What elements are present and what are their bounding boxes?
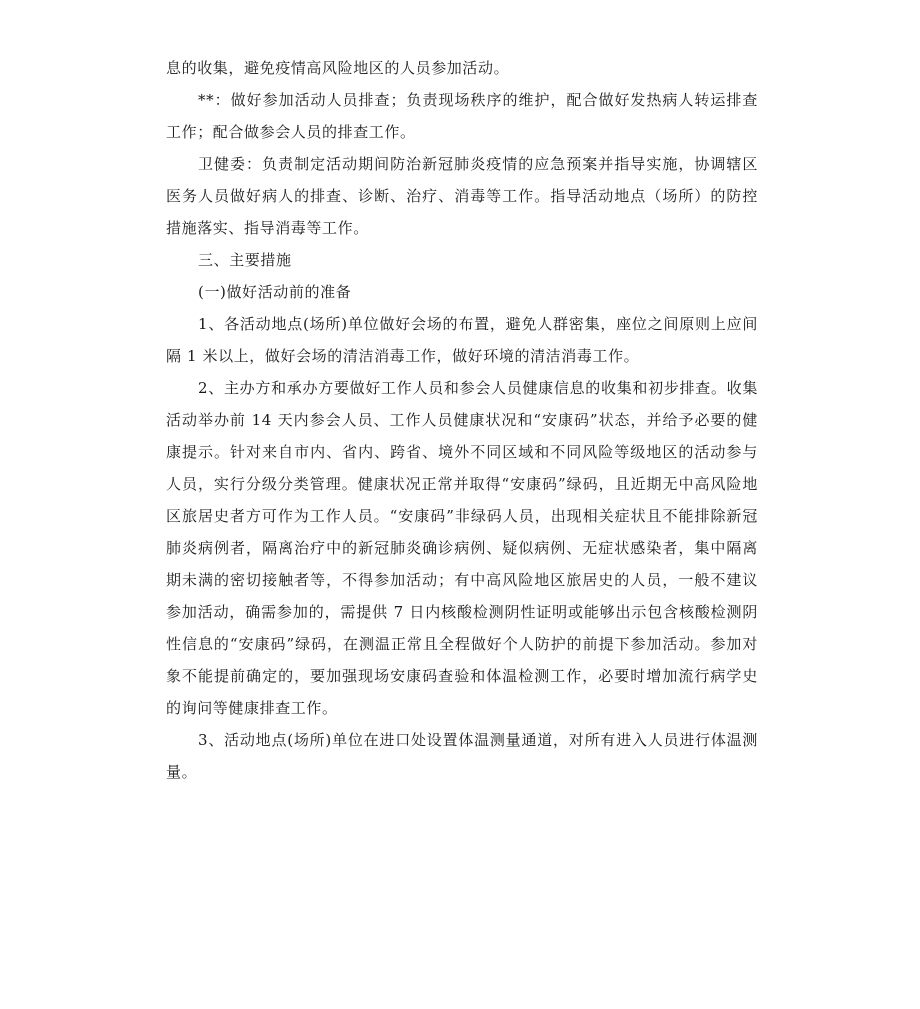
document-page: [166, 52, 758, 788]
paragraph-item-3: 3、活动地点(场所)单位在进口处设置体温测量通道，对所有进入人员进行体温测量。: [166, 731, 758, 781]
section-heading-main-measures: 三、主要措施: [198, 251, 292, 269]
paragraph-continuation: 息的收集，避免疫情高风险地区的人员参加活动。: [166, 59, 510, 77]
paragraph-item-2: 2、主办方和承办方要做好工作人员和参会人员健康信息的收集和初步排查。收集活动举办前 14 天内参会人员、工作人员健康状况和“安康码”状态，并给予必要的健康提示。针对来自市内、省内、跨省、境外不同区域和不同风险等级地区的活动参与人员，实行分级分类管理。健康状况正常并取得“安康码”绿码，且近期无中高风险地区旅居史者方可作为工作人员。“安康码”非绿码人员，出现相关症状且不能排除新冠肺炎病例者，隔离治疗中的新冠肺炎确诊病例、疑似病例、无症状感染者，集中隔离期未满的密切接触者等，不得参加活动；有中高风险地区旅居史的人员，一般不建议参加活动，确需参加的，需提供 7 日内核酸检测阴性证明或能够出示包含核酸检测阴性信息的“安康码”绿码，在测温正常且全程做好个人防护的前提下参加活动。参加对象不能提前确定的，要加强现场安康码查验和体温检测工作，必要时增加流行病学史的询问等健康排查工作。: [166, 379, 758, 717]
subsection-heading-preparation: (一)做好活动前的准备: [198, 283, 352, 301]
paragraph-item-1: 1、各活动地点(场所)单位做好会场的布置，避免人群密集，座位之间原则上应间隔 1 米以上，做好会场的清洁消毒工作，做好环境的清洁消毒工作。: [166, 315, 758, 365]
paragraph-police-duties: **：做好参加活动人员排查；负责现场秩序的维护，配合做好发热病人转运排查工作；配合做参会人员的排查工作。: [166, 91, 758, 141]
paragraph-health-commission: 卫健委：负责制定活动期间防治新冠肺炎疫情的应急预案并指导实施，协调辖区医务人员做好病人的排查、诊断、治疗、消毒等工作。指导活动地点（场所）的防控措施落实、指导消毒等工作。: [166, 155, 758, 237]
